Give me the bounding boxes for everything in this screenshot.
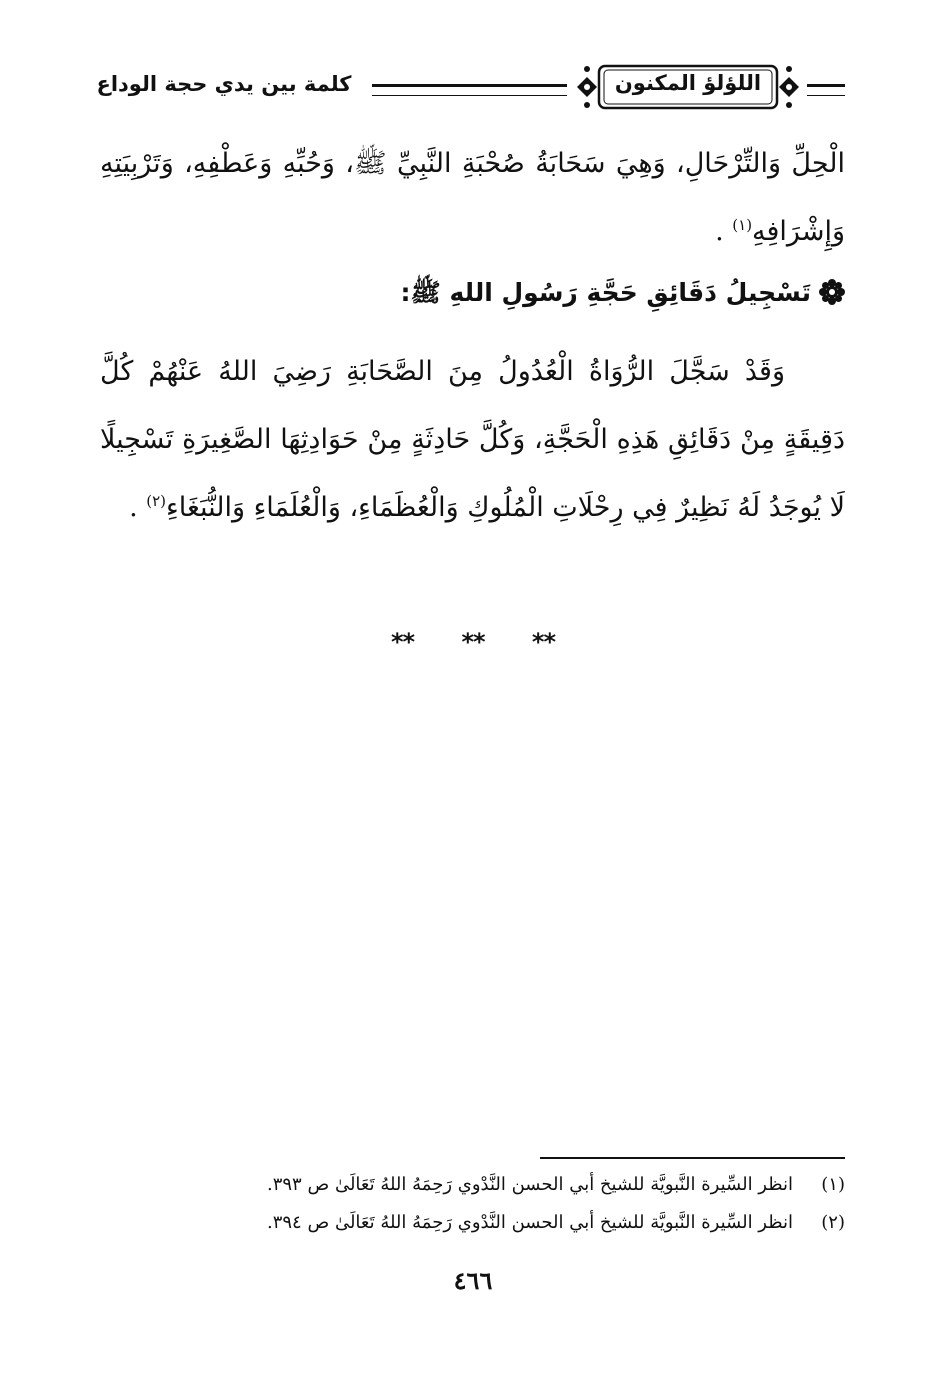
- flower-bullet-icon: [819, 272, 845, 298]
- paragraph-1-end: .: [715, 216, 733, 247]
- separator-mark: **: [461, 628, 485, 656]
- footnotes: [101, 1166, 845, 1242]
- footnote-item: [101, 1204, 845, 1242]
- footnote-ref-1: (١): [732, 216, 753, 234]
- section-separator: [0, 628, 946, 656]
- book-title-cartouche: [575, 62, 801, 112]
- footnote-number: (٢): [821, 1212, 845, 1233]
- section-subheading: [101, 268, 845, 318]
- separator-mark: **: [531, 628, 556, 656]
- footnote-number: (١): [821, 1174, 845, 1195]
- footnote-text: انظر السِّيرة النَّبويَّة للشيخ أبي الحسن النَّدْوي رَحِمَهُ اللهُ تَعَالَىٰ ص ٣٩٤.: [266, 1212, 793, 1233]
- footnote-ref-2: (٢): [146, 492, 167, 510]
- footnote-divider: [540, 1157, 845, 1159]
- paragraph-2-text: وَقَدْ سَجَّلَ الرُّوَاةُ الْعُدُولُ مِنَ الصَّحَابَةِ رَضِيَ اللهُ عَنْهُمْ كُلَّ دَقِيقَةٍ مِنْ دَقَائِقِ هَذِهِ الْحَجَّةِ، وَكُلَّ حَادِثَةٍ مِنْ حَوَادِثِهَا الصَّغِيرَةِ تَسْجِيلًا لَا يُوجَدُ لَهُ نَظِيرٌ فِي رِحْلَاتِ الْمُلُوكِ وَالْعُظَمَاءِ، وَالْعُلَمَاءِ وَالنُّبَغَاءِ: [100, 356, 845, 523]
- paragraph-1-text: الْحِلِّ وَالتِّرْحَالِ، وَهِيَ سَحَابَةُ صُحْبَةِ النَّبِيِّ ﷺ، وَحُبِّهِ وَعَطْفِهِ، وَتَرْبِيَتِهِ وَإِشْرَافِهِ: [100, 148, 845, 247]
- page-header: [95, 60, 845, 116]
- separator-mark: **: [390, 628, 415, 656]
- footnote-item: [101, 1166, 845, 1204]
- running-title: كلمة بين يدي حجة الوداع: [96, 72, 352, 96]
- paragraph-1: [100, 130, 845, 266]
- paragraph-2-end: .: [129, 492, 147, 523]
- paragraph-2: [100, 338, 845, 542]
- header-rule-middle: [372, 84, 567, 96]
- header-rule-right: [807, 84, 845, 96]
- subheading-text: تَسْجِيلُ دَقَائِقِ حَجَّةِ رَسُولِ اللهِ ﷺ:: [400, 278, 811, 307]
- book-title: اللؤلؤ المكنون: [614, 71, 762, 95]
- footnote-text: انظر السِّيرة النَّبويَّة للشيخ أبي الحسن النَّدْوي رَحِمَهُ اللهُ تَعَالَىٰ ص ٣٩٣.: [266, 1174, 793, 1195]
- page-number: ٤٦٦: [453, 1266, 493, 1295]
